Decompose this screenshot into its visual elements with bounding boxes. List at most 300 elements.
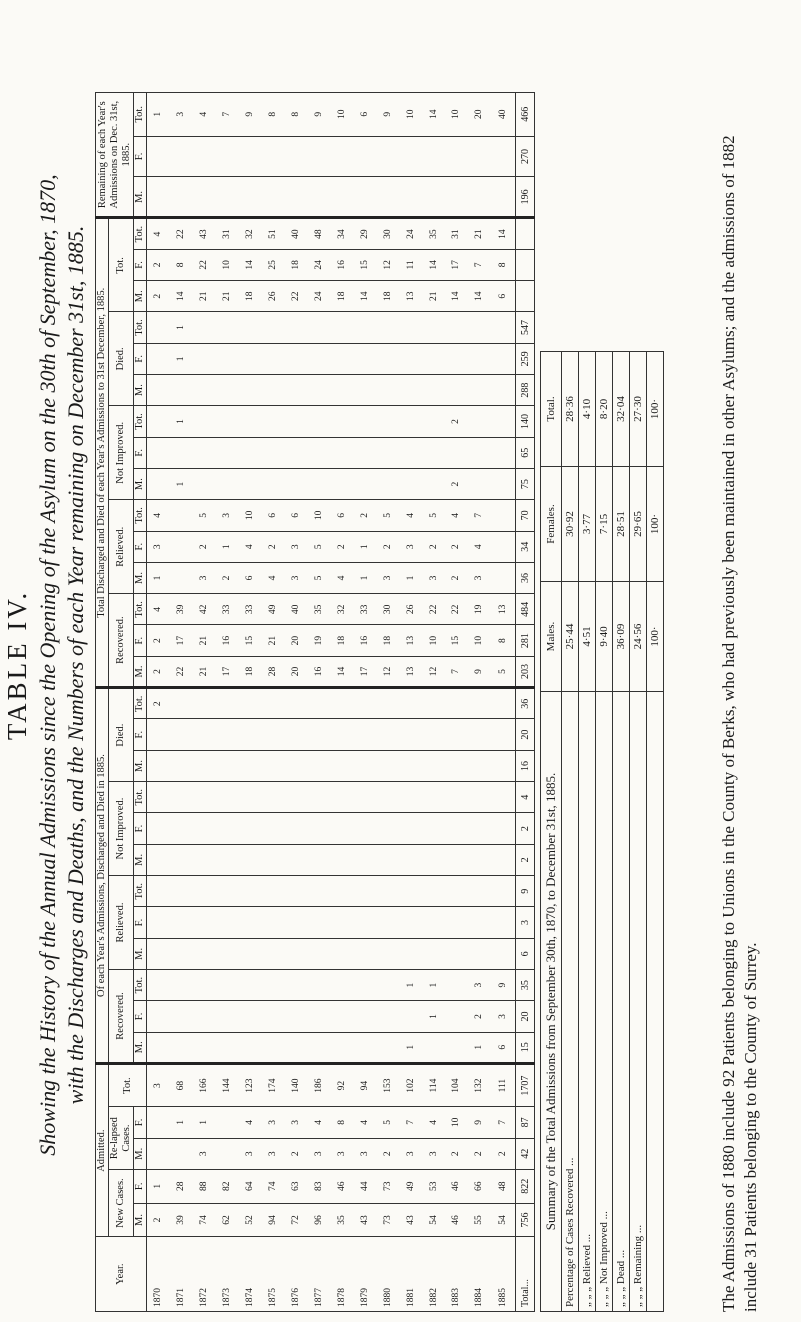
d85-cell (193, 844, 216, 875)
d85-cell (423, 719, 446, 750)
tot-sex-header: Tot. (134, 500, 147, 531)
totals-tot: 281 (516, 625, 535, 656)
d85-cell (400, 688, 423, 719)
admissions-table-wrapper (95, 92, 535, 1312)
admitted-cell: 35 (331, 1203, 354, 1237)
d85-cell (469, 719, 492, 750)
tot-cell: 4 (400, 500, 423, 531)
d85-cell (262, 813, 285, 844)
tot-cell: 2 (446, 406, 469, 437)
remaining-cell (469, 177, 492, 218)
admitted-cell: 1 (170, 1107, 193, 1138)
tot-cell: 1 (170, 312, 193, 343)
d85-sex-header: Tot. (134, 876, 147, 907)
tot-cell: 16 (308, 656, 331, 687)
admitted-cell: 111 (492, 1063, 516, 1106)
d85-cell (193, 938, 216, 969)
d85-cell (423, 750, 446, 781)
tot-cell: 1 (216, 531, 239, 562)
totals-tot: 75 (516, 468, 535, 499)
tot-cell (354, 343, 377, 374)
tot-cell: 17 (354, 656, 377, 687)
admitted-cell: 3 (308, 1138, 331, 1169)
tot-cell: 10 (423, 625, 446, 656)
d85-cell (446, 1032, 469, 1063)
d85-cell (147, 844, 171, 875)
admitted-cell: 48 (492, 1169, 516, 1203)
remaining-cell (308, 136, 331, 177)
remaining-cell: 1 (147, 93, 171, 137)
totals-tot: 547 (516, 312, 535, 343)
d85-cell (354, 750, 377, 781)
admitted-cell: 94 (354, 1063, 377, 1106)
year-cell: 1884 (469, 1237, 492, 1312)
summary-total-label (647, 692, 664, 1312)
summary-row (613, 352, 630, 1312)
remaining-cell: 40 (492, 93, 516, 137)
d85-cell (147, 750, 171, 781)
table-row (147, 93, 171, 1312)
admitted-cell: 44 (354, 1169, 377, 1203)
admitted-sex-header: F. (134, 1169, 147, 1203)
d85-cell (492, 719, 516, 750)
tot-cell: 8 (492, 625, 516, 656)
d85-cell (216, 782, 239, 813)
tot-cell: 14 (331, 656, 354, 687)
tot-cell (285, 468, 308, 499)
d85-cell (331, 907, 354, 938)
d85-cell (147, 969, 171, 1000)
tot-cell: 2 (423, 531, 446, 562)
d85-cell: 1 (423, 969, 446, 1000)
tot-cell (492, 374, 516, 405)
tot-cell: 1 (147, 562, 171, 593)
totals-remaining: 270 (516, 136, 535, 177)
remaining-sex-header: F. (134, 136, 147, 177)
remaining-cell: 10 (331, 93, 354, 137)
tot-cell (308, 312, 331, 343)
tot-cell: 10 (308, 500, 331, 531)
d85-cell (400, 907, 423, 938)
remaining-cell: 9 (308, 93, 331, 137)
tot-cell: 12 (377, 656, 400, 687)
tot-cell (331, 374, 354, 405)
tot-cell (423, 406, 446, 437)
admitted-cell (216, 1138, 239, 1169)
admitted-cell: 83 (308, 1169, 331, 1203)
year-cell: 1879 (354, 1237, 377, 1312)
year-cell: 1878 (331, 1237, 354, 1312)
tot-cell (147, 468, 171, 499)
tot-cell (400, 406, 423, 437)
summary-t: 8·20 (596, 352, 613, 467)
totals-tot: 140 (516, 406, 535, 437)
tot-cell (400, 312, 423, 343)
d85-cell (170, 688, 193, 719)
tot-cell (400, 437, 423, 468)
tot-cell (285, 312, 308, 343)
tot-cell: 18 (331, 281, 354, 312)
d85-cell (216, 938, 239, 969)
tot-cell (285, 406, 308, 437)
tot-cell (170, 562, 193, 593)
admitted-cell: 2 (377, 1138, 400, 1169)
d85-cell (446, 938, 469, 969)
tot-sex-header: F. (134, 437, 147, 468)
admitted-cell: 46 (331, 1169, 354, 1203)
table-body (147, 93, 516, 1312)
d85-cell: 1 (423, 1001, 446, 1032)
tot-sex-header: M. (134, 374, 147, 405)
d85-cell (469, 688, 492, 719)
remaining-cell (400, 177, 423, 218)
table-row (377, 93, 400, 1312)
d85-cell (446, 876, 469, 907)
d85-cell (377, 844, 400, 875)
admitted-cell: 64 (239, 1169, 262, 1203)
d85-cell (262, 1032, 285, 1063)
d85-cell (400, 719, 423, 750)
d85-cell (216, 719, 239, 750)
admitted-cell: 4 (423, 1107, 446, 1138)
d85-cell (239, 844, 262, 875)
d85-cell (285, 719, 308, 750)
d85-cell (492, 688, 516, 719)
d85-cell: 6 (492, 1032, 516, 1063)
tot-cell (469, 374, 492, 405)
tot-recovered-header: Recovered. (109, 594, 134, 688)
totals-tot: 288 (516, 374, 535, 405)
tot-cell (308, 374, 331, 405)
remaining-cell (423, 136, 446, 177)
tot-cell: 20 (285, 625, 308, 656)
d85-cell: 2 (469, 1001, 492, 1032)
d85-cell (216, 876, 239, 907)
d85-cell (170, 813, 193, 844)
summary-total-t: 100· (647, 352, 664, 467)
tot-cell (308, 468, 331, 499)
summary-f: 29·65 (630, 467, 647, 582)
tot-cell: 12 (423, 656, 446, 687)
admitted-cell: 8 (331, 1107, 354, 1138)
tot-cell: 2 (147, 656, 171, 687)
d85-cell (446, 844, 469, 875)
tot-cell: 2 (216, 562, 239, 593)
d85-cell (262, 782, 285, 813)
tot-cell: 6 (285, 500, 308, 531)
tot-cell: 21 (423, 281, 446, 312)
summary-t: 4·10 (579, 352, 596, 467)
summary-m: 36·09 (613, 582, 630, 692)
tot-cell (354, 406, 377, 437)
year-cell: 1881 (400, 1237, 423, 1312)
tot-cell (400, 343, 423, 374)
tot-cell (239, 468, 262, 499)
tot-cell: 3 (193, 562, 216, 593)
remaining-cell (331, 177, 354, 218)
d85-cell (331, 688, 354, 719)
tot-cell (377, 437, 400, 468)
remaining-cell (170, 177, 193, 218)
tot-sex-header: F. (134, 343, 147, 374)
tot-cell: 3 (285, 562, 308, 593)
remaining-cell: 3 (170, 93, 193, 137)
d85-cell (331, 876, 354, 907)
d85-cell (308, 750, 331, 781)
remaining-cell (308, 177, 331, 218)
totals-d85: 6 (516, 938, 535, 969)
summary-total-header: Total. (541, 352, 562, 467)
totals-d85: 2 (516, 844, 535, 875)
d85-cell (446, 750, 469, 781)
tot-cell: 2 (446, 468, 469, 499)
tot-cell (354, 468, 377, 499)
tot-cell: 4 (262, 562, 285, 593)
d85-cell (239, 938, 262, 969)
totals-tot: 203 (516, 656, 535, 687)
tot-cell: 5 (423, 500, 446, 531)
tot-cell: 1 (354, 562, 377, 593)
tot-sex-header: M. (134, 281, 147, 312)
tot-cell: 6 (262, 500, 285, 531)
tot-cell: 3 (285, 531, 308, 562)
d85-cell (239, 907, 262, 938)
admitted-cell: 132 (469, 1063, 492, 1106)
d85-cell (147, 876, 171, 907)
admitted-sex-header: M. (134, 1138, 147, 1169)
d85-cell (262, 969, 285, 1000)
tot-cell: 4 (469, 531, 492, 562)
table-row (331, 93, 354, 1312)
summary-m: 25·44 (562, 582, 579, 692)
d85-cell (262, 1001, 285, 1032)
tot-cell: 20 (285, 656, 308, 687)
d85-cell (239, 1001, 262, 1032)
tot-cell: 10 (216, 249, 239, 280)
d85-cell (285, 688, 308, 719)
tot-cell (492, 468, 516, 499)
d85-cell (400, 782, 423, 813)
tot-cell: 25 (262, 249, 285, 280)
tot-cell: 1 (400, 562, 423, 593)
tot-cell: 26 (400, 594, 423, 625)
d85-cell (170, 844, 193, 875)
tot-cell: 18 (239, 281, 262, 312)
d85-cell (469, 813, 492, 844)
tot-cell: 5 (193, 500, 216, 531)
remaining-cell (377, 136, 400, 177)
d85-sex-header: Tot. (134, 688, 147, 719)
tot-cell: 14 (492, 218, 516, 249)
admitted-cell: 7 (492, 1107, 516, 1138)
admitted-cell: 55 (469, 1203, 492, 1237)
admitted-cell: 9 (469, 1107, 492, 1138)
remaining-cell: 4 (193, 93, 216, 137)
tot-cell: 24 (308, 249, 331, 280)
summary-t: 28·36 (562, 352, 579, 467)
tot-cell: 14 (354, 281, 377, 312)
admitted-cell: 94 (262, 1203, 285, 1237)
tot-cell: 21 (262, 625, 285, 656)
d85-cell (147, 938, 171, 969)
d85-cell (492, 938, 516, 969)
tot-cell (285, 374, 308, 405)
d85-cell (492, 907, 516, 938)
d85-cell (170, 1001, 193, 1032)
d85-cell (285, 876, 308, 907)
d85-cell (377, 688, 400, 719)
admitted-cell: 3 (147, 1063, 171, 1106)
totals-d85: 35 (516, 969, 535, 1000)
table-row (469, 93, 492, 1312)
year-cell: 1875 (262, 1237, 285, 1312)
summary-total-m: 100· (647, 582, 664, 692)
remaining-cell (262, 136, 285, 177)
tot-cell: 19 (469, 594, 492, 625)
remaining-cell (147, 177, 171, 218)
admitted-cell: 1 (193, 1107, 216, 1138)
tot-cell: 48 (308, 218, 331, 249)
tot-cell (377, 343, 400, 374)
tot-cell: 13 (400, 281, 423, 312)
d85-cell (216, 688, 239, 719)
remaining-cell (170, 136, 193, 177)
admitted-cell: 3 (239, 1138, 262, 1169)
tot-sex-header: Tot. (134, 406, 147, 437)
d85-cell: 1 (469, 1032, 492, 1063)
table-number: TABLE IV. (2, 589, 32, 741)
tot-cell (147, 312, 171, 343)
admitted-total-header: Tot. (109, 1063, 147, 1106)
tot-sex-header: F. (134, 531, 147, 562)
admitted-cell: 92 (331, 1063, 354, 1106)
tot-sex-header: F. (134, 249, 147, 280)
admitted-cell: 73 (377, 1203, 400, 1237)
d85-cell (308, 1032, 331, 1063)
d85-cell (423, 782, 446, 813)
totals-admitted: 87 (516, 1107, 535, 1138)
tot-cell: 7 (446, 656, 469, 687)
admitted-cell: 53 (423, 1169, 446, 1203)
d85-cell (331, 719, 354, 750)
totals-d85: 16 (516, 750, 535, 781)
summary-label: „ „ „ Dead ... (613, 692, 630, 1312)
tot-cell: 16 (354, 625, 377, 656)
remaining-cell (446, 177, 469, 218)
title-line-1: Showing the History of the Annual Admissions since the Opening of the Asylum on the 30th of September, 1870, (35, 174, 60, 1156)
d85-cell (377, 719, 400, 750)
tot-cell (216, 374, 239, 405)
d85-cell (308, 813, 331, 844)
totals-d85: 2 (516, 813, 535, 844)
admitted-cell (170, 1138, 193, 1169)
table-row (446, 93, 469, 1312)
tot-cell: 18 (285, 249, 308, 280)
tot-cell: 9 (469, 656, 492, 687)
admitted-cell: 5 (377, 1107, 400, 1138)
tot-cell (147, 406, 171, 437)
d85-cell (193, 750, 216, 781)
d85-cell (239, 782, 262, 813)
tot-cell: 22 (285, 281, 308, 312)
d85-cell (446, 719, 469, 750)
tot-cell: 18 (377, 625, 400, 656)
d85-sex-header: M. (134, 938, 147, 969)
remaining-sex-header: Tot. (134, 93, 147, 137)
summary-f: 3·77 (579, 467, 596, 582)
d85-cell (400, 1001, 423, 1032)
d85-cell (492, 844, 516, 875)
tot-cell: 21 (469, 218, 492, 249)
remaining-cell (285, 177, 308, 218)
table-row (308, 93, 331, 1312)
tot-cell (262, 343, 285, 374)
year-cell: 1882 (423, 1237, 446, 1312)
page-heading (2, 15, 88, 1315)
d85-sex-header: M. (134, 750, 147, 781)
tot-cell (193, 343, 216, 374)
tot-cell (239, 406, 262, 437)
admitted-cell: 46 (446, 1169, 469, 1203)
admissions-table (95, 92, 535, 1312)
d85-cell (331, 813, 354, 844)
tot-cell: 21 (193, 625, 216, 656)
tot-cell: 43 (193, 218, 216, 249)
admitted-cell: 88 (193, 1169, 216, 1203)
remaining-cell: 6 (354, 93, 377, 137)
admitted-cell: 49 (400, 1169, 423, 1203)
tot-cell (354, 374, 377, 405)
tot-cell (331, 437, 354, 468)
summary-females-header: Females. (541, 467, 562, 582)
tot-cell: 49 (262, 594, 285, 625)
summary-row (562, 352, 579, 1312)
admitted-cell: 3 (354, 1138, 377, 1169)
remaining-cell (331, 136, 354, 177)
d85-relieved-header: Relieved. (109, 876, 134, 970)
summary-label: „ „ „ Not Improved ... (596, 692, 613, 1312)
tot-cell: 22 (446, 594, 469, 625)
tot-sex-header: Tot. (134, 594, 147, 625)
tot-cell (423, 343, 446, 374)
remaining-cell (216, 177, 239, 218)
tot-cell (170, 374, 193, 405)
admitted-cell (216, 1107, 239, 1138)
tot-cell (285, 437, 308, 468)
d85-cell (170, 876, 193, 907)
d85-cell (216, 813, 239, 844)
remaining-cell: 10 (400, 93, 423, 137)
tot-cell (170, 531, 193, 562)
tot-cell: 32 (331, 594, 354, 625)
d85-cell (331, 1001, 354, 1032)
remaining-cell (400, 136, 423, 177)
d85-cell (423, 876, 446, 907)
tot-sex-header: Tot. (134, 218, 147, 249)
admitted-cell: 46 (446, 1203, 469, 1237)
d85-cell (170, 782, 193, 813)
tot-cell: 28 (262, 656, 285, 687)
d85-cell (423, 844, 446, 875)
admitted-cell: 2 (285, 1138, 308, 1169)
tot-cell (492, 500, 516, 531)
tot-cell: 4 (331, 562, 354, 593)
d85-cell (354, 844, 377, 875)
d85-cell (354, 969, 377, 1000)
table-row (400, 93, 423, 1312)
tot-cell: 1 (354, 531, 377, 562)
tot-cell: 17 (216, 656, 239, 687)
